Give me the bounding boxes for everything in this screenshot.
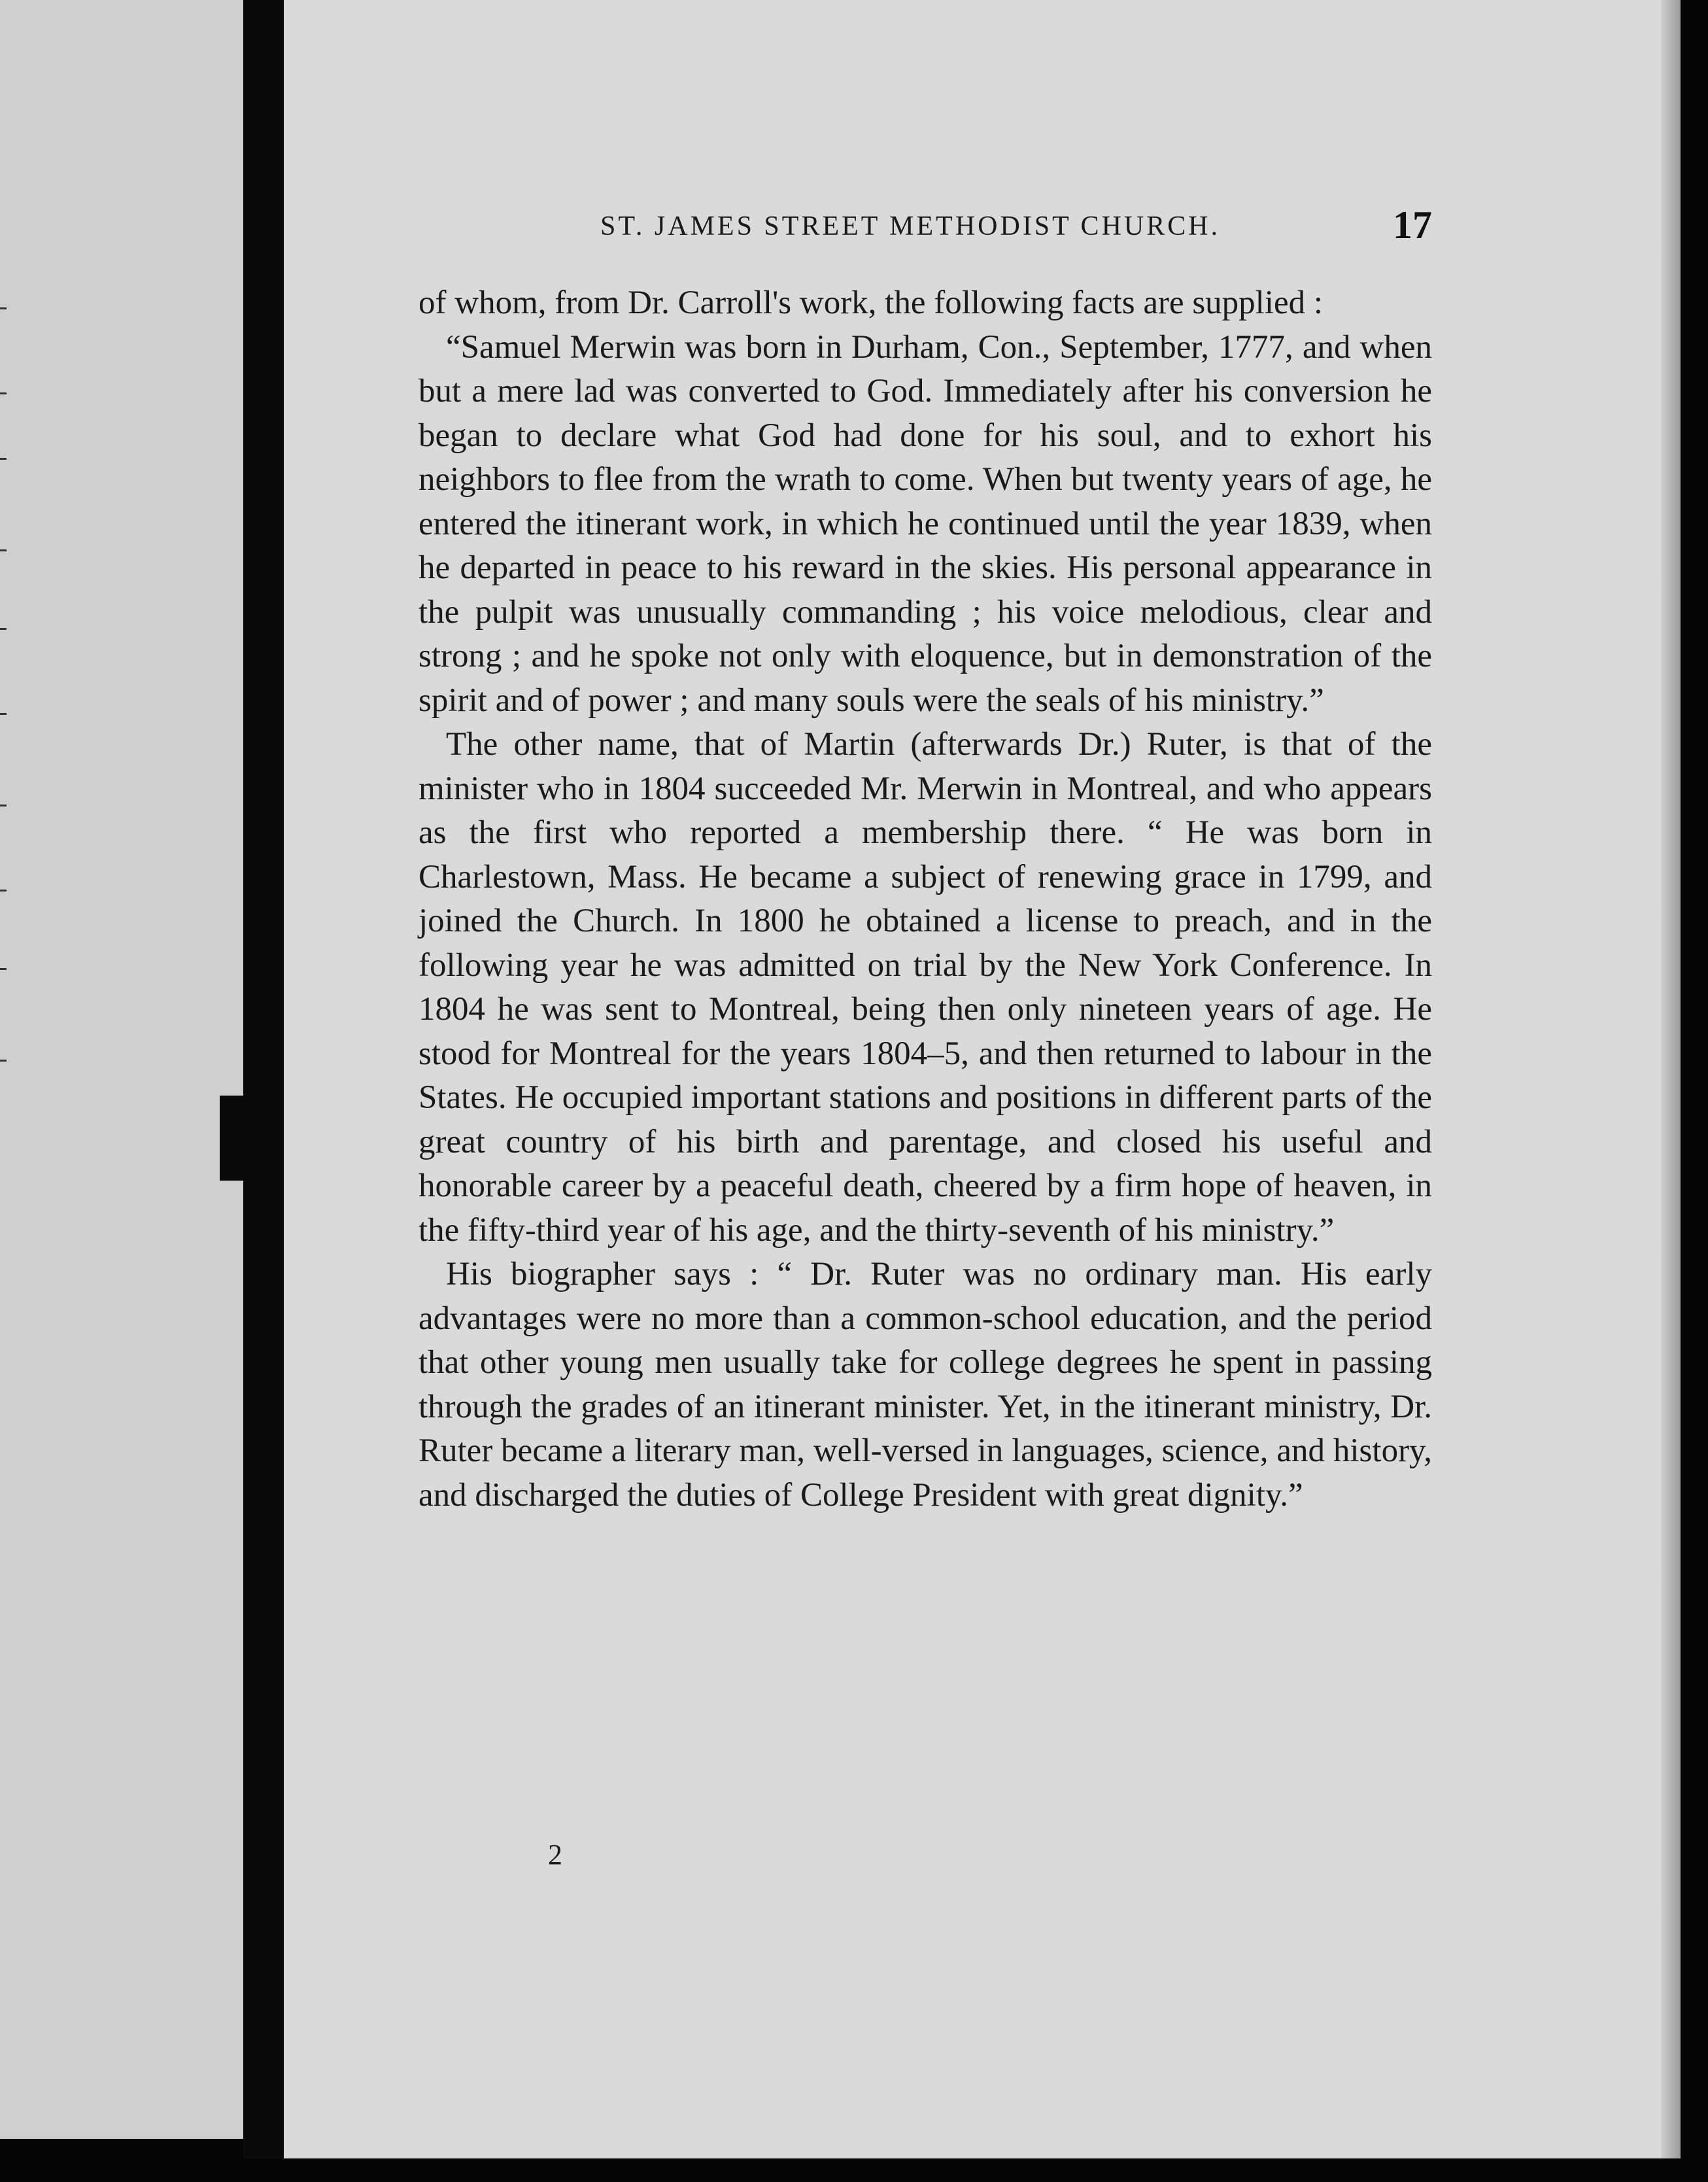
scan-tick-mark xyxy=(0,713,7,715)
page-number: 17 xyxy=(1393,203,1432,247)
previous-page-edge xyxy=(0,0,243,2139)
scan-tick-mark xyxy=(0,307,7,309)
scan-tick-mark xyxy=(0,628,7,630)
scan-tick-mark xyxy=(0,458,7,460)
paragraph: of whom, from Dr. Carroll's work, the following facts are supplied : xyxy=(418,285,1324,321)
binding-notch xyxy=(220,1096,252,1181)
scan-tick-mark xyxy=(0,392,7,394)
running-head: ST. JAMES STREET METHODIST CHURCH. xyxy=(600,211,1221,241)
scan-right-border xyxy=(1681,0,1708,2182)
scan-tick-mark xyxy=(0,890,7,892)
scan-tick-mark xyxy=(0,968,7,970)
body-text xyxy=(418,281,1432,1517)
scan-bottom-border xyxy=(0,2158,1708,2182)
signature-mark: 2 xyxy=(548,1839,562,1871)
page-right-shadow xyxy=(1661,0,1681,2158)
paragraph: “Samuel Merwin was born in Durham, Con., September, 1777, and when but a mere lad was converted to God. Immediately after his conversion he began to declare what God had done for his soul, and to exhort his neighbors to flee from the wrath to come. When but twenty years of age, he entered the itinerant work, in which he continued until the year 1839, when he departed in peace to his reward in the skies. His personal appearance in the pulpit was unusually commanding ; his voice melodious, clear and strong ; and he spoke not only with eloquence, but in demonstration of the spirit and of power ; and many souls were the seals of his ministry.” xyxy=(418,328,1432,719)
paragraph: His biographer says : “ Dr. Ruter was no ordinary man. His early advantages were no more than a common-school education, and the period that other young men usually take for college degrees he spent in passing through the grades of an itinerant minister. Yet, in the itinerant ministry, Dr. Ruter became a literary man, well-versed in languages, science, and history, and discharged the duties of College President with great dignity.” xyxy=(418,1256,1432,1514)
scan-tick-mark xyxy=(0,1060,7,1062)
binding-strip xyxy=(243,0,284,2182)
scan-tick-mark xyxy=(0,805,7,806)
scan-tick-mark xyxy=(0,549,7,551)
paragraph: The other name, that of Martin (afterwards Dr.) Ruter, is that of the minister who in 1804 succeeded Mr. Merwin in Montreal, and who appears as the first who reported a membership there. “ He was born in Charlestown, Mass. He became a subject of renewing grace in 1799, and joined the Church. In 1800 he obtained a license to preach, and in the following year he was admitted on trial by the New York Conference. In 1804 he was sent to Montreal, being then only nineteen years of age. He stood for Montreal for the years 1804–5, and then returned to labour in the States. He occupied important stations and positions in different parts of the great country of his birth and parentage, and closed his useful and honorable career by a peaceful death, cheered by a firm hope of heaven, in the fifty-third year of his age, and the thirty-seventh of his ministry.” xyxy=(418,726,1432,1249)
